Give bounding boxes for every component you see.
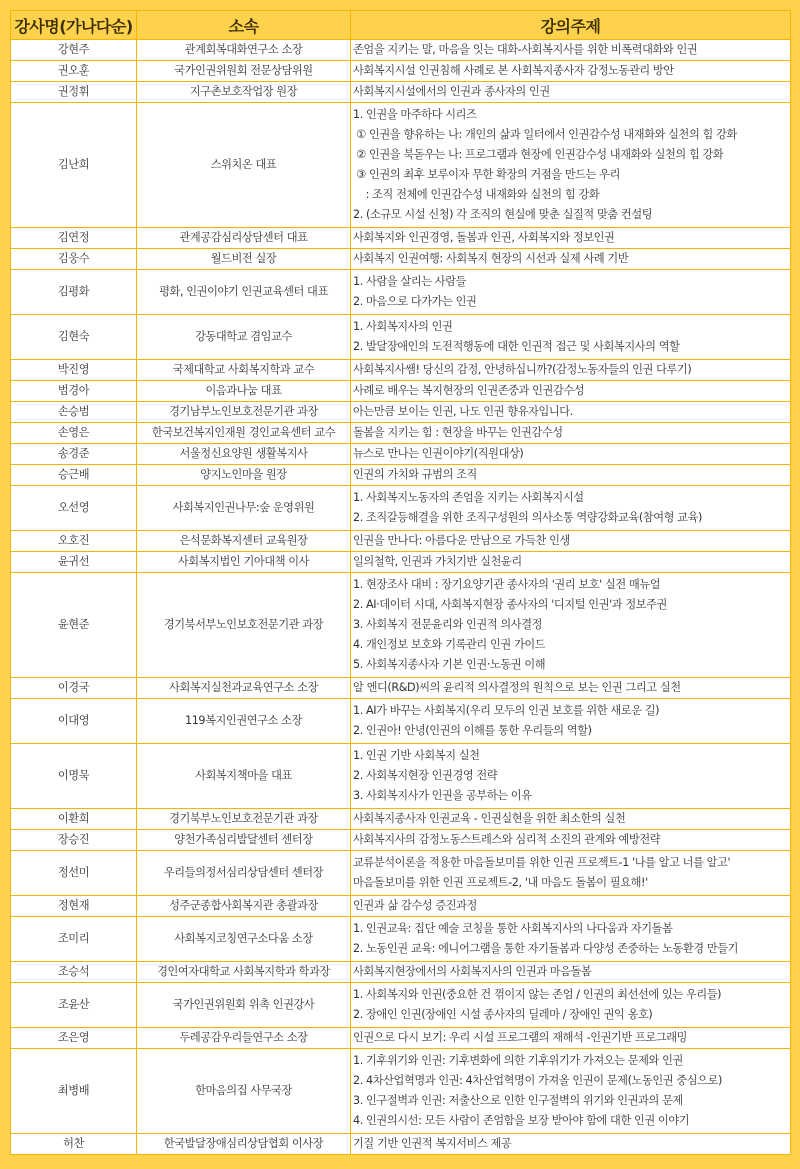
topic-line: 2. 장애인 인권(장애인 시설 종사자의 딜레마 / 장애인 권익 옹호) — [353, 1008, 653, 1021]
lecturer-table — [10, 10, 791, 1155]
lecture-topic-cell — [351, 896, 791, 917]
topic-line: 마음돌보미를 위한 인권 프로젝트-2, '내 마음도 돌봄이 필요해!' — [353, 876, 648, 889]
lecture-topic-cell — [351, 228, 791, 249]
topic-line: 3. 인구절벽과 인권: 저출산으로 인한 인구절벽의 위기와 인권과의 문제 — [353, 1094, 683, 1107]
affiliation-cell: 국제대학교 사회복지학과 교수 — [137, 360, 351, 381]
header-affiliation: 소속 — [137, 11, 351, 40]
topic-line: 4. 인권의시선: 모든 사람이 존엄함을 보장 받아야 함에 대한 인권 이야기 — [353, 1114, 690, 1127]
topic-line: 2. 4차산업혁명과 인권: 4차산업혁명이 가져올 인권이 문제(노동인권 중심으로) — [353, 1074, 722, 1087]
table-row — [11, 678, 791, 699]
lecture-topic-cell — [351, 103, 791, 228]
lecturer-name-cell: 조윤산 — [11, 983, 137, 1028]
lecturer-name-cell: 송경준 — [11, 444, 137, 465]
lecturer-name-cell: 강현주 — [11, 40, 137, 61]
topic-line: 1. 인권교육: 집단 예술 코칭을 통한 사회복지사의 나다움과 자기돌봄 — [353, 922, 673, 935]
lecturer-name-cell: 오호진 — [11, 531, 137, 552]
table-row — [11, 983, 791, 1028]
topic-line: 인권의 가치와 규범의 조직 — [353, 468, 477, 481]
topic-line: ② 인권을 북돋우는 나: 프로그램과 현장에 인권감수성 내재화와 실천의 힘 강화 — [353, 148, 724, 161]
topic-line: 5. 사회복지종사자 기본 인권·노동권 이해 — [353, 658, 546, 671]
affiliation-cell: 경기북부노인보호전문기관 과장 — [137, 809, 351, 830]
lecturer-name-cell: 정현재 — [11, 896, 137, 917]
table-row — [11, 851, 791, 896]
lecturer-name-cell: 범경아 — [11, 381, 137, 402]
lecture-topic-cell — [351, 1134, 791, 1155]
topic-line: 1. 사회복지사의 인권 — [353, 320, 453, 333]
topic-line: 1. 인권을 마주하다 시리즈 — [353, 108, 477, 121]
table-row — [11, 486, 791, 531]
lecturer-name-cell: 정선미 — [11, 851, 137, 896]
affiliation-cell: 성주군종합사회복지관 총괄과장 — [137, 896, 351, 917]
table-row — [11, 744, 791, 809]
lecture-topic-cell — [351, 531, 791, 552]
lecturer-name-cell: 이대영 — [11, 699, 137, 744]
affiliation-cell: 서울정신요양원 생활복지사 — [137, 444, 351, 465]
topic-line: 1. 기후위기와 인권: 기후변화에 의한 기후위기가 가져오는 문제와 인권 — [353, 1054, 683, 1067]
topic-line: 사회복지시설에서의 인권과 종사자의 인권 — [353, 85, 550, 98]
lecturer-name-cell: 장승진 — [11, 830, 137, 851]
lecture-topic-cell — [351, 830, 791, 851]
affiliation-cell: 사회복지책마을 대표 — [137, 744, 351, 809]
affiliation-cell: 한마음의집 사무국장 — [137, 1049, 351, 1134]
topic-line: 3. 사회복지사가 인권을 공부하는 이유 — [353, 789, 532, 802]
lecturer-name-cell: 허찬 — [11, 1134, 137, 1155]
affiliation-cell: 우리들의정서심리상담센터 센터장 — [137, 851, 351, 896]
affiliation-cell: 사회복지코칭연구소다움 소장 — [137, 917, 351, 962]
lecture-topic-cell — [351, 486, 791, 531]
affiliation-cell: 평화, 인권이야기 인권교육센터 대표 — [137, 270, 351, 315]
affiliation-cell: 사회복지실천과교육연구소 소장 — [137, 678, 351, 699]
lecturer-name-cell: 김평화 — [11, 270, 137, 315]
affiliation-cell: 양지노인마을 원장 — [137, 465, 351, 486]
topic-line: 2. AI·데이터 시대, 사회복지현장 종사자의 '디지털 인권'과 정보주권 — [353, 598, 667, 611]
affiliation-cell: 119복지인권연구소 소장 — [137, 699, 351, 744]
lecturer-name-cell: 김웅수 — [11, 249, 137, 270]
table-row — [11, 699, 791, 744]
topic-line: 알 엔디(R&D)씨의 윤리적 의사결정의 원칙으로 보는 인권 그리고 실천 — [353, 681, 681, 694]
lecturer-name-cell: 승근배 — [11, 465, 137, 486]
affiliation-cell: 관계회복대화연구소 소장 — [137, 40, 351, 61]
affiliation-cell: 한국발달장애심리상담협회 이사장 — [137, 1134, 351, 1155]
topic-line: 1. 사회복지와 인권(중요한 건 꺾이지 않는 존엄 / 인권의 최선선에 있는 우리들) — [353, 988, 722, 1001]
table-row — [11, 228, 791, 249]
lecture-topic-cell — [351, 744, 791, 809]
affiliation-cell: 경기북서부노인보호전문기관 과장 — [137, 573, 351, 678]
topic-line: 인권으로 다시 보기: 우리 시설 프로그램의 재해석 -인권기반 프로그래밍 — [353, 1031, 688, 1044]
lecturer-name-cell: 김난희 — [11, 103, 137, 228]
lecture-topic-cell — [351, 270, 791, 315]
table-row — [11, 360, 791, 381]
lecturer-name-cell: 박진영 — [11, 360, 137, 381]
topic-line: 3. 사회복지 전문윤리와 인권적 의사결정 — [353, 618, 543, 631]
lecture-topic-cell — [351, 40, 791, 61]
affiliation-cell: 국가인권위원회 전문상담위원 — [137, 61, 351, 82]
table-row — [11, 1049, 791, 1134]
lecture-topic-cell — [351, 315, 791, 360]
affiliation-cell: 사회복지법인 기아대책 이사 — [137, 552, 351, 573]
topic-line: 기질 기반 인권적 복지서비스 제공 — [353, 1137, 512, 1150]
topic-line: 1. 사회복지노동자의 존엄을 지키는 사회복지시설 — [353, 491, 584, 504]
lecture-topic-cell — [351, 917, 791, 962]
topic-line: ① 인권을 향유하는 나: 개인의 삶과 일터에서 인권감수성 내재화와 실천의 힘 강화 — [353, 128, 737, 141]
topic-line: 사례로 배우는 복지현장의 인권존중과 인권감수성 — [353, 384, 585, 397]
topic-line: 1. 사람을 살리는 사람들 — [353, 275, 467, 288]
affiliation-cell: 강동대학교 겸임교수 — [137, 315, 351, 360]
lecturer-name-cell: 손승범 — [11, 402, 137, 423]
table-row — [11, 270, 791, 315]
lecture-topic-cell — [351, 678, 791, 699]
table-row — [11, 1134, 791, 1155]
table-row — [11, 82, 791, 103]
lecture-topic-cell — [351, 465, 791, 486]
header-lecture-topic: 강의주제 — [351, 11, 791, 40]
table-row — [11, 896, 791, 917]
topic-line: 2. 마음으로 다가가는 인권 — [353, 295, 477, 308]
affiliation-cell: 사회복지인권나무:숲 운영위원 — [137, 486, 351, 531]
table-row — [11, 917, 791, 962]
lecturer-name-cell: 손영은 — [11, 423, 137, 444]
affiliation-cell: 관계공감심리상담센터 대표 — [137, 228, 351, 249]
lecture-topic-cell — [351, 1049, 791, 1134]
topic-line: 4. 개인정보 보호와 기록관리 인권 가이드 — [353, 638, 546, 651]
lecture-topic-cell — [351, 61, 791, 82]
topic-line: 사회복지시설 인권침해 사례로 본 사회복지종사자 감정노동관리 방안 — [353, 64, 674, 77]
lecturer-name-cell: 권오훈 — [11, 61, 137, 82]
affiliation-cell: 이음과나눔 대표 — [137, 381, 351, 402]
table-row — [11, 1028, 791, 1049]
topic-line: 일의철학, 인권과 가치기반 실천윤리 — [353, 555, 522, 568]
topic-line: 뉴스로 만나는 인권이야기(직원대상) — [353, 447, 524, 460]
table-row — [11, 381, 791, 402]
lecture-topic-cell — [351, 962, 791, 983]
lecture-topic-cell — [351, 552, 791, 573]
table-row — [11, 423, 791, 444]
table-row — [11, 830, 791, 851]
lecturer-name-cell: 오선영 — [11, 486, 137, 531]
affiliation-cell: 한국보건복지인재원 경인교육센터 교수 — [137, 423, 351, 444]
table-row — [11, 402, 791, 423]
table-row — [11, 531, 791, 552]
topic-line: 사회복지현장에서의 사회복지사의 인권과 마음돌봄 — [353, 965, 592, 978]
lecture-topic-cell — [351, 851, 791, 896]
lecturer-name-cell: 이명묵 — [11, 744, 137, 809]
table-row — [11, 249, 791, 270]
table-row — [11, 809, 791, 830]
lecture-topic-cell — [351, 809, 791, 830]
lecturer-name-cell: 윤귀선 — [11, 552, 137, 573]
lecturer-name-cell: 조은영 — [11, 1028, 137, 1049]
lecture-topic-cell — [351, 573, 791, 678]
topic-line: 사회복지사쌤! 당신의 감정, 안녕하십니까?(감정노동자들의 인권 다루기) — [353, 363, 692, 376]
table-header-row — [11, 11, 791, 40]
lecture-topic-cell — [351, 444, 791, 465]
table-row — [11, 465, 791, 486]
affiliation-cell: 지구촌보호작업장 원장 — [137, 82, 351, 103]
lecturer-name-cell: 조미리 — [11, 917, 137, 962]
topic-line: 사회복지와 인권경영, 돌봄과 인권, 사회복지와 정보인권 — [353, 231, 615, 244]
affiliation-cell: 국가인권위원회 위촉 인권강사 — [137, 983, 351, 1028]
topic-line: 인권을 만나다: 아름다운 만남으로 가득찬 인생 — [353, 534, 570, 547]
topic-line: ③ 인권의 최후 보루이자 무한 확장의 거점을 만드는 우리 — [353, 168, 620, 181]
affiliation-cell: 경인여자대학교 사회복지학과 학과장 — [137, 962, 351, 983]
lecturer-name-cell: 김현숙 — [11, 315, 137, 360]
lecturer-name-cell: 최병배 — [11, 1049, 137, 1134]
topic-line: 돌봄을 지키는 힘 : 현장을 바꾸는 인권감수성 — [353, 426, 563, 439]
topic-line: 사회복지사의 감정노동스트레스와 심리적 소진의 관계와 예방전략 — [353, 833, 661, 846]
lecturer-name-cell: 이경국 — [11, 678, 137, 699]
affiliation-cell: 경기남부노인보호전문기관 과장 — [137, 402, 351, 423]
lecture-topic-cell — [351, 82, 791, 103]
table-row — [11, 40, 791, 61]
topic-line: 아는만큼 보이는 인권, 나도 인권 향유자입니다. — [353, 405, 573, 418]
topic-line: 1. 현장조사 대비 : 장기요양기관 종사자의 '권리 보호' 실전 매뉴얼 — [353, 578, 661, 591]
lecturer-table-frame — [10, 10, 790, 1155]
table-row — [11, 552, 791, 573]
affiliation-cell: 스위치온 대표 — [137, 103, 351, 228]
table-row — [11, 573, 791, 678]
topic-line: 2. 인권아! 안녕(인권의 이해를 통한 우리들의 역할) — [353, 724, 592, 737]
topic-line: 2. 노동인권 교육: 에니어그램을 통한 자기돌봄과 다양성 존중하는 노동환경 만들기 — [353, 942, 739, 955]
table-body — [11, 40, 791, 1155]
affiliation-cell: 월드비전 실장 — [137, 249, 351, 270]
topic-line: 인권과 삶 감수성 증진과정 — [353, 899, 477, 912]
lecture-topic-cell — [351, 381, 791, 402]
lecturer-name-cell: 이환희 — [11, 809, 137, 830]
table-row — [11, 61, 791, 82]
topic-line: 사회복지 인권여행: 사회복지 현장의 시선과 실제 사례 기반 — [353, 252, 629, 265]
lecture-topic-cell — [351, 699, 791, 744]
table-row — [11, 315, 791, 360]
lecture-topic-cell — [351, 402, 791, 423]
lecture-topic-cell — [351, 1028, 791, 1049]
lecture-topic-cell — [351, 423, 791, 444]
lecture-topic-cell — [351, 249, 791, 270]
lecture-topic-cell — [351, 983, 791, 1028]
topic-line: 1. 인권 기반 사회복지 실천 — [353, 749, 480, 762]
lecture-topic-cell — [351, 360, 791, 381]
topic-line: : 조직 전체에 인권감수성 내재화와 실천의 힘 강화 — [353, 188, 600, 201]
topic-line: 존엄을 지키는 말, 마음을 잇는 대화-사회복지사를 위한 비폭력대화와 인권 — [353, 43, 698, 56]
affiliation-cell: 은석문화복지센터 교육원장 — [137, 531, 351, 552]
topic-line: 2. (소규모 시설 신청) 각 조직의 현실에 맞춘 실질적 맞춤 컨설팅 — [353, 208, 653, 221]
table-row — [11, 962, 791, 983]
lecturer-name-cell: 윤현준 — [11, 573, 137, 678]
topic-line: 2. 조직갈등해결을 위한 조직구성원의 의사소통 역량강화교육(참여형 교육) — [353, 511, 702, 524]
affiliation-cell: 두레공감우리들연구소 소장 — [137, 1028, 351, 1049]
topic-line: 교류분석이론을 적용한 마음돌보미를 위한 인권 프로젝트-1 '나를 알고 너를 알고' — [353, 856, 731, 869]
lecturer-name-cell: 김연정 — [11, 228, 137, 249]
affiliation-cell: 양천가족심리발달센터 센터장 — [137, 830, 351, 851]
topic-line: 1. AI가 바꾸는 사회복지(우리 모두의 인권 보호를 위한 새로운 길) — [353, 704, 660, 717]
header-lecturer-name: 강사명(가나다순) — [11, 11, 137, 40]
table-row — [11, 103, 791, 228]
table-row — [11, 444, 791, 465]
lecturer-name-cell: 조승석 — [11, 962, 137, 983]
topic-line: 사회복지종사자 인권교육 - 인권실현을 위한 최소한의 실천 — [353, 812, 626, 825]
topic-line: 2. 발달장애인의 도전적행동에 대한 인권적 접근 및 사회복지사의 역할 — [353, 340, 680, 353]
topic-line: 2. 사회복지현장 인권경영 전략 — [353, 769, 498, 782]
lecturer-name-cell: 권정휘 — [11, 82, 137, 103]
